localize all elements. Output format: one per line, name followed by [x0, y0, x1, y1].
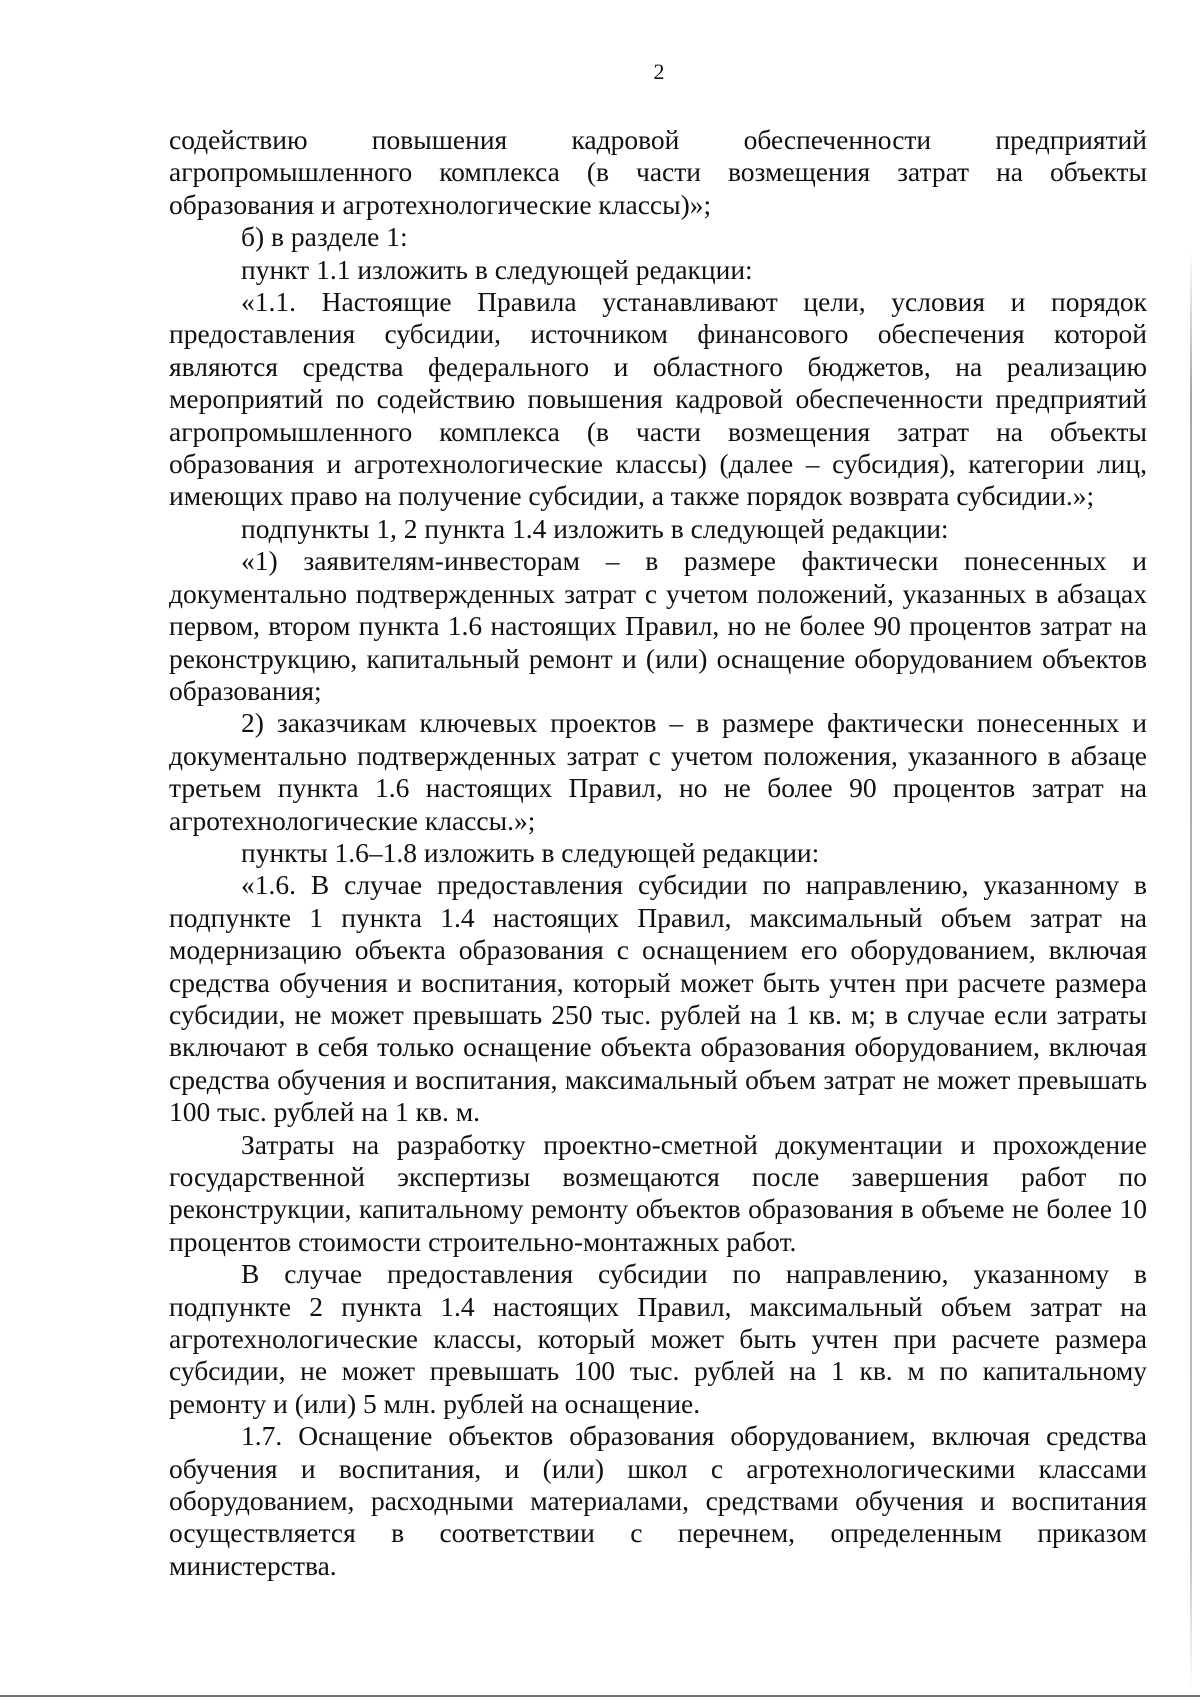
document-body — [169, 124, 1147, 1582]
paragraph-section-1-heading: б) в разделе 1: — [241, 221, 408, 253]
paragraph-item-1-1-intro: пункт 1.1 изложить в следующей редакции: — [241, 253, 753, 285]
paragraph-item-1-6: «1.6. В случае предоставления субсидии по направлению, указанному в подпункте 1 пункта 1.4 настоящих Правил, максимальный объем затрат на модернизацию объекта образования с оснащением его оборудованием, включая средства обучения и воспитания, который может быть учтен при расчете размера субсидии, не может превышать 250 тыс. рублей на 1 кв. м; в случае если затраты включают в себя только оснащение объекта образования оборудованием, включая средства обучения и воспитания, максимальный объем затрат не может превышать 100 тыс. рублей на 1 кв. м. — [169, 869, 1147, 1128]
paragraph-item-1-4-intro: подпункты 1, 2 пункта 1.4 изложить в следующей редакции: — [241, 512, 949, 544]
paragraph-items-1-6-1-8-intro: пункты 1.6–1.8 изложить в следующей редакции: — [241, 836, 820, 868]
paragraph-item-1-7: 1.7. Оснащение объектов образования оборудованием, включая средства обучения и воспитания, и (или) школ с агротехнологическими классами оборудованием, расходными материалами, средствами обучения и воспитания осуществляется в соответствии с перечнем, определенным приказом министерства. — [169, 1420, 1147, 1581]
paragraph-design-costs: Затраты на разработку проектно-сметной документации и прохождение государственной экспертизы возмещаются после завершения работ по реконструкции, капитальному ремонту объектов образования в объеме не более 10 процентов стоимости строительно-монтажных работ. — [169, 1128, 1147, 1257]
paragraph-agro-classes-costs: В случае предоставления субсидии по направлению, указанному в подпункте 2 пункта 1.4 настоящих Правил, максимальный объем затрат на агротехнологические классы, который может быть учтен при расчете размера субсидии, не может превышать 100 тыс. рублей на 1 кв. м по капитальному ремонту и (или) 5 млн. рублей на оснащение. — [169, 1258, 1147, 1419]
paragraph-continuation: содействию повышения кадровой обеспеченности предприятий агропромышленного комплекса (в части возмещения затрат на объекты образования и агротехнологические классы)»; — [169, 124, 1147, 220]
page-number: 2 — [653, 59, 665, 84]
scan-edge-bottom — [0, 1695, 1200, 1697]
paragraph-subitem-2: 2) заказчикам ключевых проектов – в размере фактически понесенных и документально подтвержденных затрат с учетом положения, указанного в абзаце третьем пункта 1.6 настоящих Правил, но не более 90 процентов затрат на агротехнологические классы.»; — [169, 707, 1147, 836]
paragraph-subitem-1: «1) заявителям-инвесторам – в размере фактически понесенных и документально подтвержденных затрат с учетом положений, указанных в абзацах первом, втором пункта 1.6 настоящих Правил, но не более 90 процентов затрат на реконструкцию, капитальный ремонт и (или) оснащение оборудованием объектов образования; — [169, 545, 1147, 706]
paragraph-item-1-1: «1.1. Настоящие Правила устанавливают цели, условия и порядок предоставления субсидии, источником финансового обеспечения которой являются средства федерального и областного бюджетов, на реализацию мероприятий по содействию повышения кадровой обеспеченности предприятий агропромышленного комплекса (в части возмещения затрат на объекты образования и агротехнологические классы) (далее – субсидия), категории лиц, имеющих право на получение субсидии, а также порядок возврата субсидии.»; — [169, 286, 1147, 512]
scan-edge-right — [1190, 250, 1192, 1690]
